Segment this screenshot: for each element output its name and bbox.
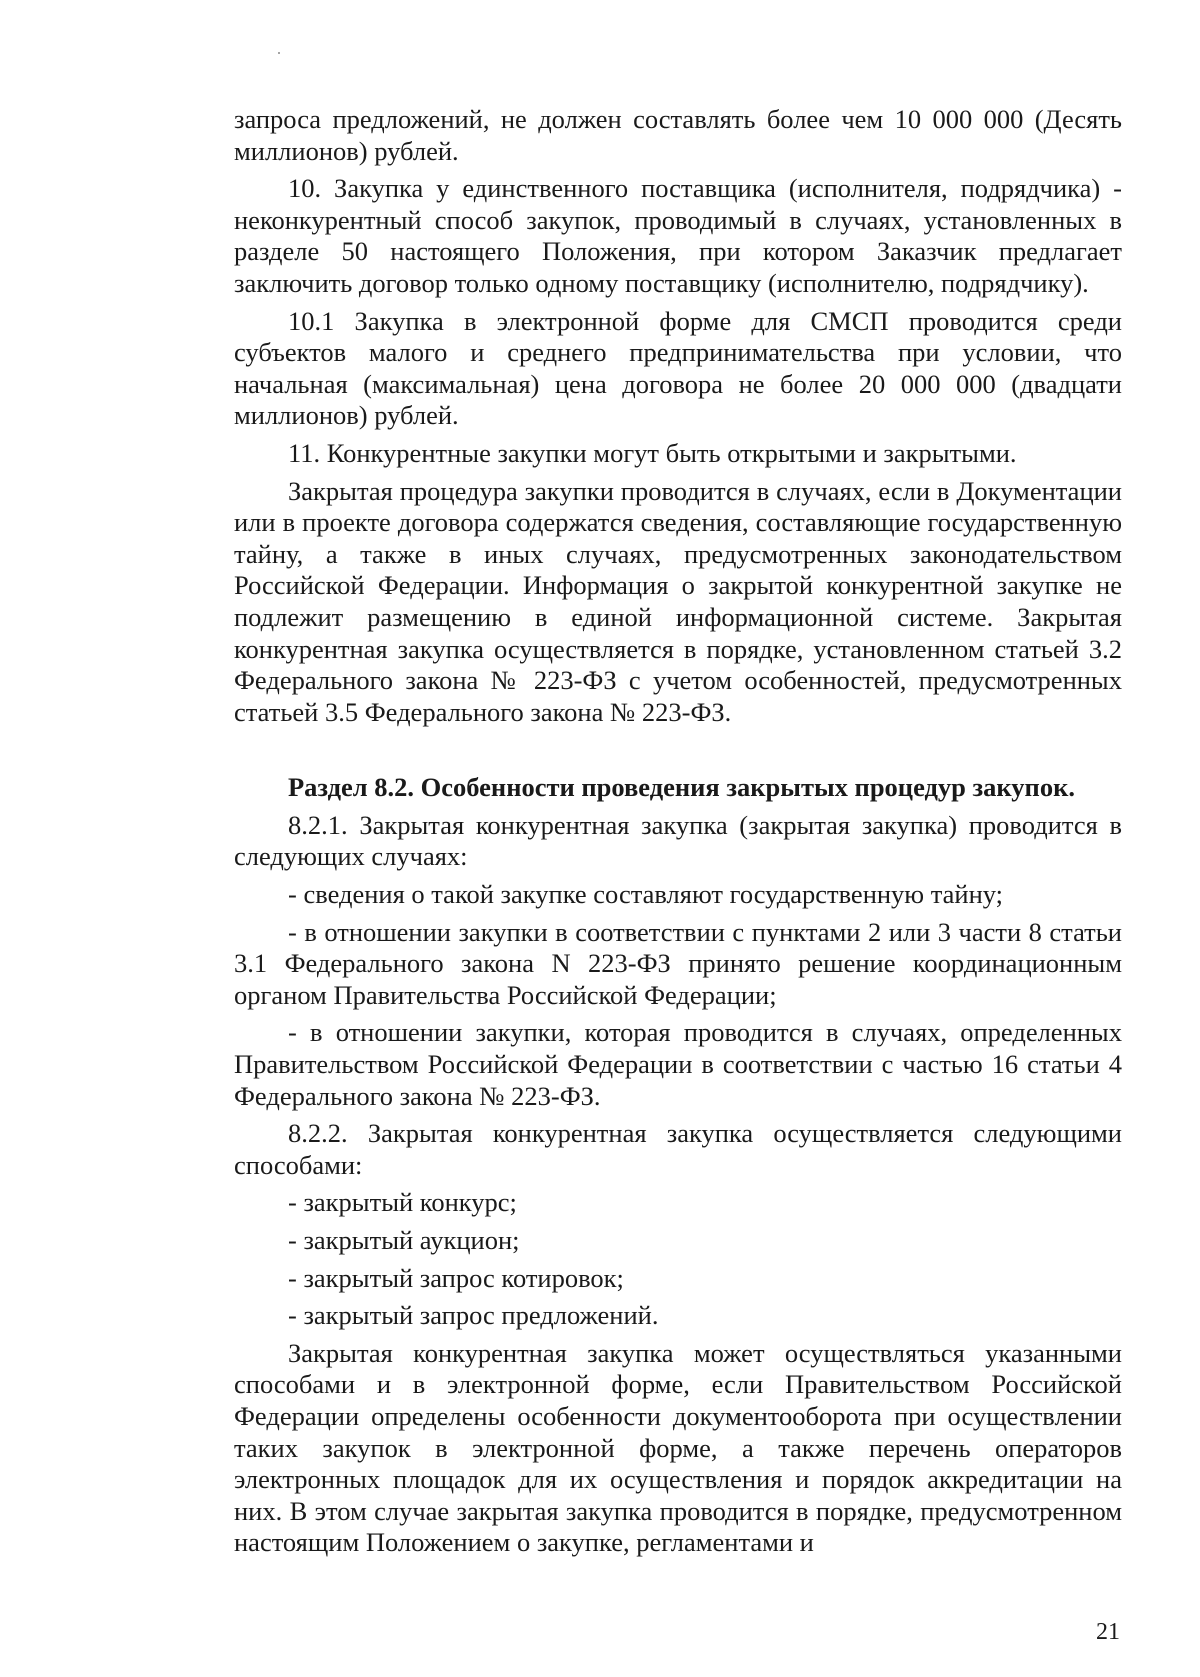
page-body: [234, 104, 1122, 1565]
section-heading: Раздел 8.2. Особенности проведения закрытых процедур закупок.: [288, 772, 1075, 803]
list-item: - закрытый запрос котировок;: [288, 1262, 624, 1293]
list-item: - закрытый конкурс;: [288, 1187, 517, 1218]
scan-speck: [278, 52, 280, 54]
paragraph-continuation: запроса предложений, не должен составлять более чем 10 000 000 (Десять миллионов) рублей.: [234, 104, 1122, 166]
paragraph-item-10: 10. Закупка у единственного поставщика (исполнителя, подрядчика) - неконкурентный способ закупок, проводимый в случаях, установленных в разделе 50 настоящего Положения, при котором Заказчик предлагает заключить договор только одному поставщику (исполнителю, подрядчику).: [234, 173, 1122, 298]
list-item: - в отношении закупки, которая проводится в случаях, определенных Правительством Российской Федерации в соответствии с частью 16 статьи 4 Федерального закона № 223-ФЗ.: [234, 1017, 1122, 1111]
paragraph-item-10-1: 10.1 Закупка в электронной форме для СМСП проводится среди субъектов малого и среднего предпринимательства при условии, что начальная (максимальная) цена договора не более 20 000 000 (двадцати миллионов) рублей.: [234, 305, 1122, 431]
paragraph-closed-procedure: Закрытая процедура закупки проводится в случаях, если в Документации или в проекте договора содержатся сведения, составляющие государственную тайну, а также в иных случаях, предусмотренных законодательством Российской Федерации. Информация о закрытой конкурентной закупке не подлежит размещению в единой информационной системе. Закрытая конкурентная закупка осуществляется в порядке, установленном статьей 3.2 Федерального закона № 223-ФЗ с учетом особенностей, предусмотренных статьей 3.5 Федерального закона № 223-ФЗ.: [234, 475, 1122, 727]
paragraph-8-2-2: 8.2.2. Закрытая конкурентная закупка осуществляется следующими способами:: [234, 1118, 1122, 1180]
list-item: - закрытый аукцион;: [288, 1225, 520, 1255]
paragraph-item-11: 11. Конкурентные закупки могут быть открытыми и закрытыми.: [288, 437, 1017, 468]
paragraph-8-2-1: 8.2.1. Закрытая конкурентная закупка (закрытая закупка) проводится в следующих случаях:: [234, 809, 1122, 872]
list-item: - закрытый запрос предложений.: [288, 1300, 659, 1331]
page-number: 21: [1096, 1619, 1120, 1645]
list-item: - в отношении закупки в соответствии с пунктами 2 или 3 части 8 статьи 3.1 Федерального закона N 223-ФЗ принято решение координационным органом Правительства Российской Федерации;: [234, 916, 1122, 1010]
paragraph-electronic-form: Закрытая конкурентная закупка может осуществляться указанными способами и в электронной форме, если Правительством Российской Федерации определены особенности документооборота при осуществлении таких закупок в электронной форме, а также перечень операторов электронных площадок для их осуществления и порядок аккредитации на них. В этом случае закрытая закупка проводится в порядке, предусмотренном настоящим Положением о закупке, регламентами и: [234, 1337, 1122, 1558]
list-item: - сведения о такой закупке составляют государственную тайну;: [288, 879, 1004, 910]
